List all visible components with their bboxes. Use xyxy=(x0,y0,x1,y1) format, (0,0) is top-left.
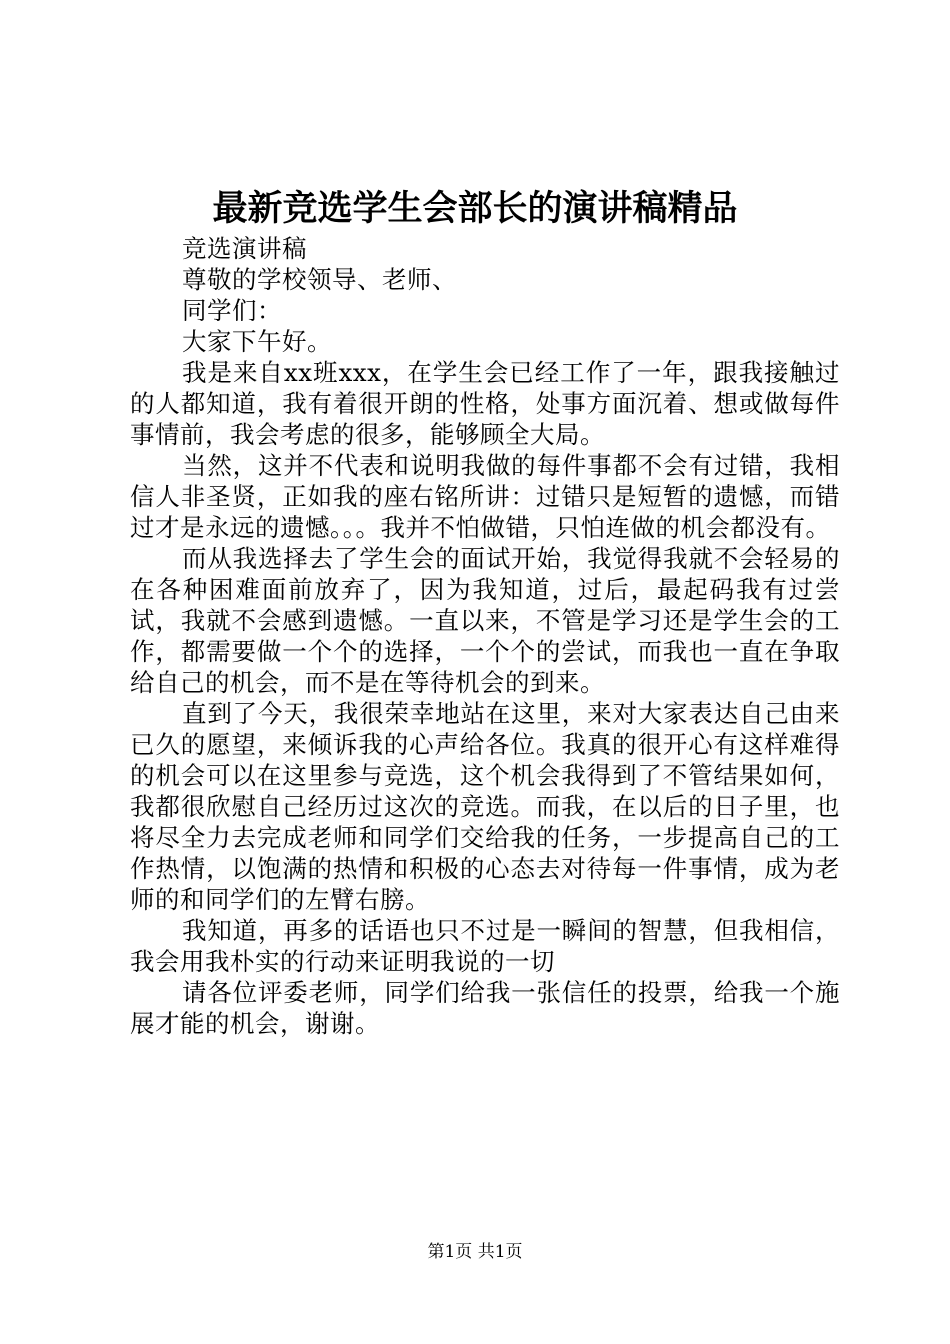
paragraph-intro: 我是来自xx班xxx，在学生会已经工作了一年，跟我接触过的人都知道，我有着很开朗的性格，处事方面沉着、想或做每件事情前，我会考虑的很多，能够顾全大局。 xyxy=(130,358,840,449)
paragraph-salutation-cont: 同学们： xyxy=(182,296,282,325)
paragraph-belief: 我知道，再多的话语也只不过是一瞬间的智慧，但我相信，我会用我朴实的行动来证明我说的一切 xyxy=(130,916,840,976)
document-title: 最新竞选学生会部长的演讲稿精品 xyxy=(212,188,738,229)
page-footer: 第1页 共1页 xyxy=(427,1242,523,1262)
paragraph-salutation: 尊敬的学校领导、老师、 xyxy=(182,265,457,294)
document-body xyxy=(130,233,840,1039)
paragraph-heading: 竞选演讲稿 xyxy=(182,234,307,263)
paragraph-aspiration: 直到了今天，我很荣幸地站在这里，来对大家表达自己由来已久的愿望，来倾诉我的心声给各位。我真的很开心有这样难得的机会可以在这里参与竞选，这个机会我得到了不管结果如何，我都很欣慰自己经历过这次的竞选。而我，在以后的日子里，也将尽全力去完成老师和同学们交给我的任务，一步提高自己的工作热情，以饱满的热情和积极的心态去对待每一件事情，成为老师的和同学们的左臂右膀。 xyxy=(130,699,840,914)
paragraph-greeting: 大家下午好。 xyxy=(182,327,332,356)
paragraph-motto: 当然，这并不代表和说明我做的每件事都不会有过错，我相信人非圣贤，正如我的座右铭所讲：过错只是短暂的遗憾，而错过才是永远的遗憾。。。我并不怕做错，只怕连做的机会都没有。 xyxy=(130,451,840,542)
paragraph-experience: 而从我选择去了学生会的面试开始，我觉得我就不会轻易的在各种困难面前放弃了，因为我知道，过后，最起码我有过尝试，我就不会感到遗憾。一直以来，不管是学习还是学生会的工作，都需要做一个个的选择，一个个的尝试，而我也一直在争取给自己的机会，而不是在等待机会的到来。 xyxy=(130,544,840,697)
paragraph-closing: 请各位评委老师，同学们给我一张信任的投票，给我一个施展才能的机会，谢谢。 xyxy=(130,978,840,1038)
